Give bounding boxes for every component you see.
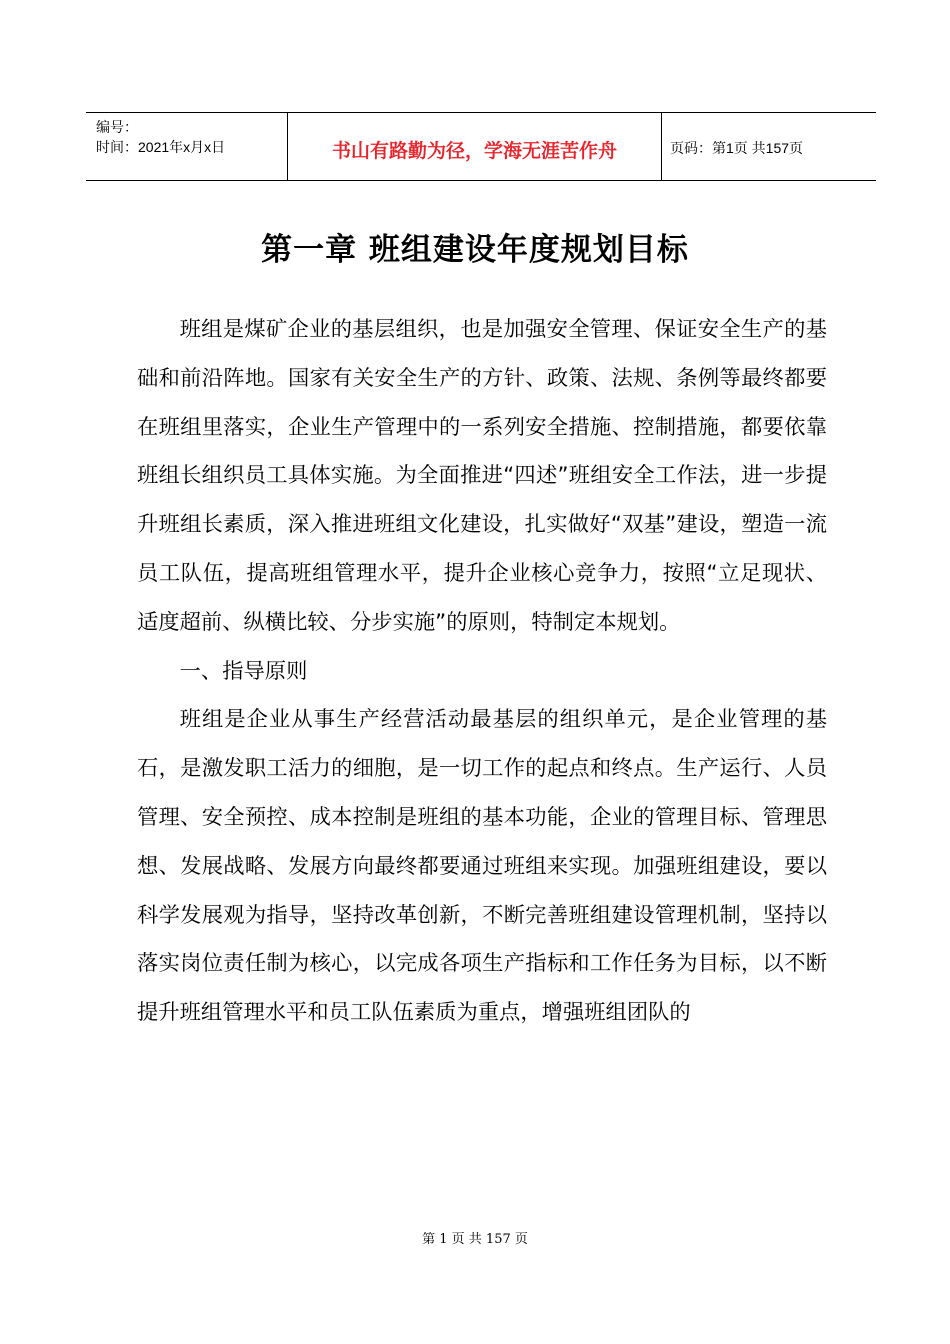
section-heading: 一、指导原则 — [179, 658, 308, 684]
number-label: 编号： — [96, 119, 138, 135]
motto-text: 书山有路勤为径，学海无涯苦作舟 — [331, 140, 617, 162]
header-meta — [86, 113, 288, 180]
header-motto-cell — [288, 113, 662, 180]
document-header — [86, 112, 876, 181]
chapter-title: 第一章 班组建设年度规划目标 — [261, 232, 689, 268]
time-label: 时间：2021年x月x日 — [96, 139, 226, 155]
paragraph-intro: 班组是煤矿企业的基层组织，也是加强安全管理、保证安全生产的基础和前沿阵地。国家有关安全生产的方针、政策、法规、条例等最终都要在班组里落实，企业生产管理中的一系列安全措施、控制措施，都要依靠班组长组织员工具体实施。为全面推进“四述”班组安全工作法，进一步提升班组长素质，深入推进班组文化建设，扎实做好“双基”建设，塑造一流员工队伍，提高班组管理水平，提升企业核心竞争力，按照“立足现状、适度超前、纵横比较、分步实施”的原则，特制定本规划。 — [137, 317, 827, 635]
page-footer: 第 1 页 共 157 页 — [422, 1232, 528, 1247]
paragraph-principles: 班组是企业从事生产经营活动最基层的组织单元，是企业管理的基石，是激发职工活力的细胞，是一切工作的起点和终点。生产运行、人员管理、安全预控、成本控制是班组的基本功能，企业的管理目标、管理思想、发展战略、发展方向最终都要通过班组来实现。加强班组建设，要以科学发展观为指导，坚持改革创新，不断完善班组建设管理机制，坚持以落实岗位责任制为核心，以完成各项生产指标和工作任务为目标，以不断提升班组管理水平和员工队伍素质为重点，增强班组团队的 — [137, 707, 827, 1026]
page-info-text: 页码：第1页 共157页 — [670, 139, 804, 156]
document-body — [137, 306, 827, 1038]
header-page-info — [662, 113, 876, 180]
